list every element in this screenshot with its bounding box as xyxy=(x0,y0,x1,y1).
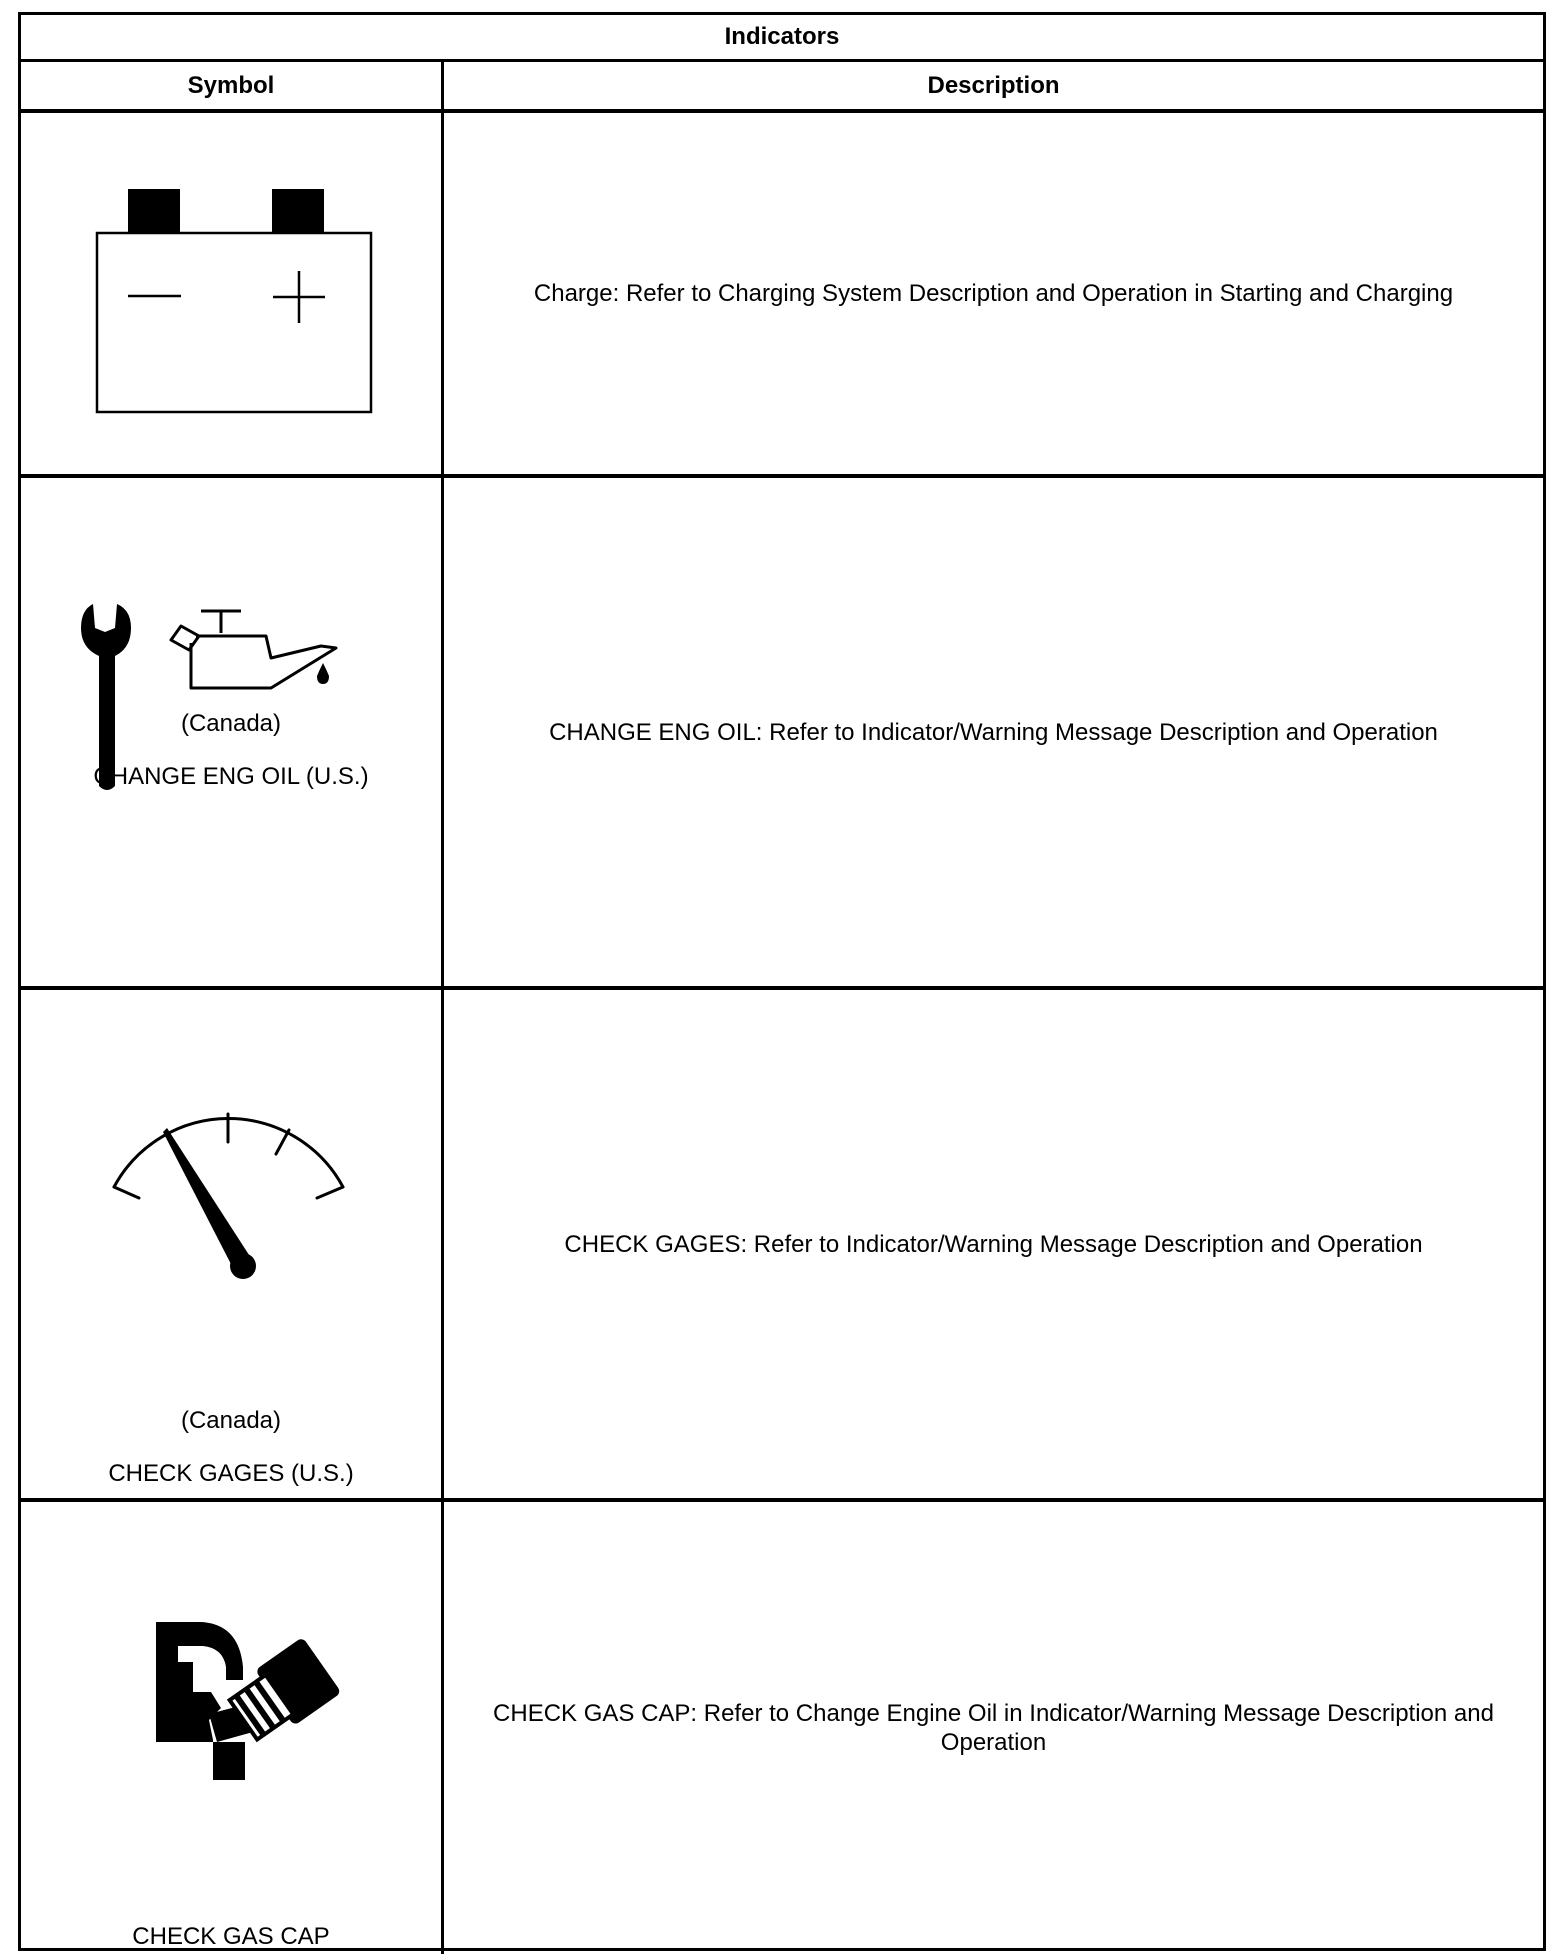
symbol-caption: (Canada) xyxy=(180,710,282,737)
table-row-description: CHANGE ENG OIL: Refer to Indicator/Warning Message Description and Operation xyxy=(549,718,1438,746)
symbol-caption: CHECK GAGES (U.S.) xyxy=(108,1460,354,1487)
table-row-symbol-cell xyxy=(21,990,441,1498)
fuel-cap-icon xyxy=(21,1502,441,1954)
table-row-symbol-cell xyxy=(21,113,441,474)
table-row-description: CHECK GAS CAP: Refer to Change Engine Oil in Indicator/Warning Message Description and Operation xyxy=(493,1700,1494,1756)
table-title: Indicators xyxy=(724,23,840,50)
column-header-description: Description xyxy=(927,71,1060,99)
symbol-caption: CHECK GAS CAP xyxy=(132,1923,330,1950)
symbol-caption: (Canada) xyxy=(180,1407,282,1434)
table-row-symbol-cell xyxy=(21,1502,441,1954)
symbol-caption: CHANGE ENG OIL (U.S.) xyxy=(93,763,369,790)
table-row-symbol-cell xyxy=(21,478,441,986)
column-header-symbol: Symbol xyxy=(187,71,275,99)
table-row-description: CHECK GAGES: Refer to Indicator/Warning Message Description and Operation xyxy=(564,1230,1423,1258)
indicators-table xyxy=(18,12,1546,1951)
battery-icon xyxy=(21,113,441,474)
table-row-description: Charge: Refer to Charging System Description and Operation in Starting and Charging xyxy=(533,280,1454,307)
